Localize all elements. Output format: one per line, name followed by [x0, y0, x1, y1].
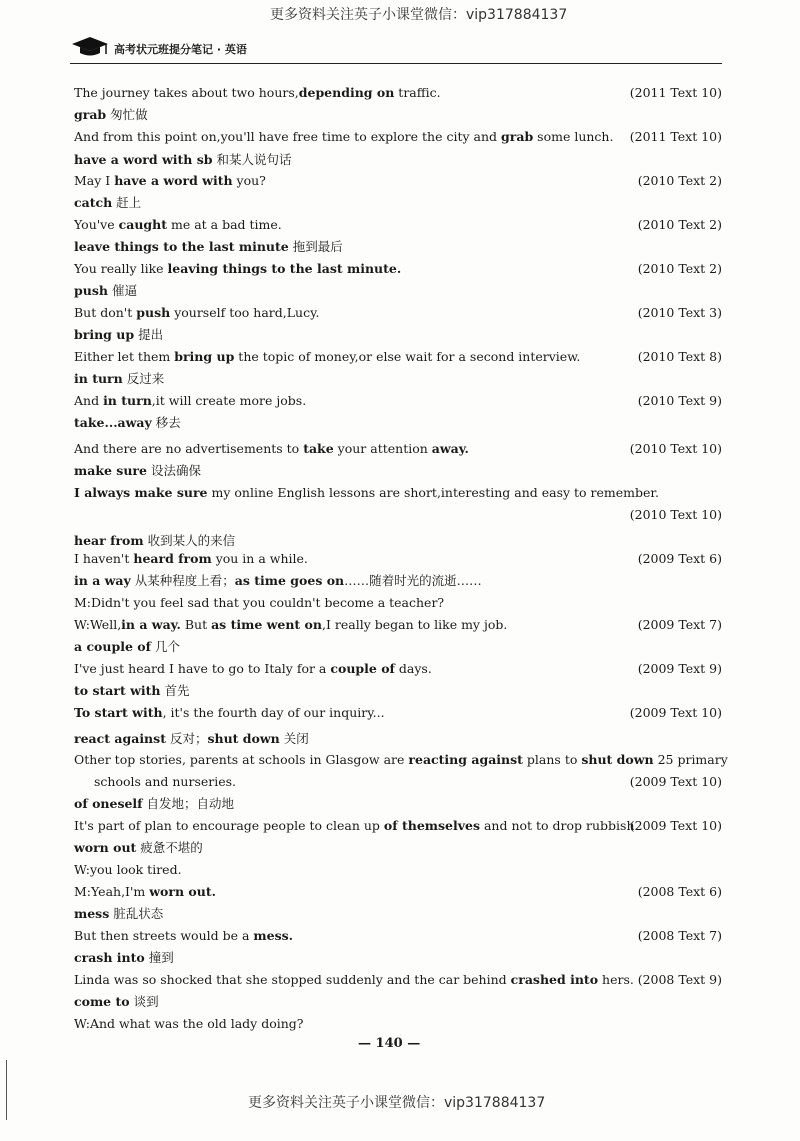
- sentence-segment: the topic of money,or else wait for a second interview.: [234, 349, 581, 364]
- sentence-text: [74, 84, 441, 102]
- sentence-segment: ,I really began to like my job.: [321, 617, 508, 632]
- example-sentence: [74, 172, 722, 190]
- phrase-term: to start with: [74, 683, 161, 698]
- book-title: 高考状元班提分笔记 · 英语: [114, 43, 247, 56]
- sentence-text: [74, 128, 613, 146]
- highlighted-phrase: as time went on: [211, 617, 322, 632]
- phrase-entry: [74, 730, 722, 748]
- phrase-meaning: 从某种程度上看；: [130, 573, 235, 588]
- sentence-text: [74, 927, 293, 945]
- phrase-text: [74, 682, 189, 700]
- highlighted-phrase: in a way.: [121, 617, 181, 632]
- sentence-segment: And from this point on,you'll have free time to explore the city and: [74, 129, 502, 144]
- example-sentence: [74, 616, 722, 634]
- exam-source: (2010 Text 2): [637, 261, 722, 276]
- phrase-meaning: 收到某人的来信: [143, 533, 236, 548]
- phrase-entry: [74, 194, 722, 212]
- highlighted-phrase: leaving things to the last minute.: [167, 261, 402, 276]
- phrase-text: [74, 730, 309, 748]
- sentence-segment: me at a bad time.: [167, 217, 282, 232]
- example-sentence: [74, 216, 722, 234]
- phrase-text: [74, 238, 343, 256]
- sentence-segment: schools and nurseries.: [94, 774, 237, 789]
- highlighted-phrase: caught: [118, 217, 168, 232]
- sentence-text: [74, 260, 401, 278]
- phrase-text: [74, 572, 482, 590]
- sentence-text: [74, 751, 728, 769]
- sentence-segment: It's part of plan to encourage people to clean up: [74, 818, 384, 833]
- highlighted-phrase: take: [303, 441, 334, 456]
- sentence-text: [74, 861, 182, 879]
- phrase-meaning: 移去: [151, 415, 181, 430]
- exam-source: (2010 Text 2): [637, 173, 722, 188]
- phrase-entry: [74, 151, 722, 169]
- graduation-cap-icon: [70, 34, 110, 58]
- sentence-segment: M:Yeah,I'm: [74, 884, 150, 899]
- exam-source: (2010 Text 2): [637, 217, 722, 232]
- sentence-text: [74, 392, 306, 410]
- phrase-meaning: 首先: [160, 683, 190, 698]
- phrase-entry: [74, 532, 722, 550]
- sentence-segment: May I: [74, 173, 115, 188]
- exam-source: (2011 Text 10): [629, 85, 722, 100]
- watermark-bottom: 更多资料关注英子小课堂微信：vip317884137: [248, 1095, 546, 1111]
- sentence-segment: traffic.: [394, 85, 441, 100]
- phrase-meaning: 反过来: [122, 371, 165, 386]
- sentence-segment: your attention: [333, 441, 432, 456]
- phrase-text: [74, 282, 137, 300]
- phrase-term: push: [74, 283, 108, 298]
- example-sentence: [74, 971, 722, 989]
- example-sentence: [74, 260, 722, 278]
- sentence-text: [74, 348, 580, 366]
- exam-source: (2008 Text 7): [637, 928, 722, 943]
- sentence-segment: You really like: [74, 261, 168, 276]
- phrase-text: [74, 414, 181, 432]
- phrase-term: a couple of: [74, 639, 151, 654]
- sentence-segment: 25 primary: [653, 752, 728, 767]
- phrase-entry: [74, 370, 722, 388]
- example-sentence: [74, 128, 722, 146]
- phrase-entry: [74, 414, 722, 432]
- sentence-segment: But: [180, 617, 212, 632]
- sentence-segment: my online English lessons are short,interesting and easy to remember.: [207, 485, 659, 500]
- highlighted-phrase: shut down: [581, 752, 654, 767]
- example-sentence: [74, 1015, 722, 1033]
- header-rule: [70, 63, 722, 64]
- sentence-text: [74, 550, 308, 568]
- phrase-term: hear from: [74, 533, 144, 548]
- phrase-term: react against: [74, 731, 166, 746]
- phrase-entry: [74, 993, 722, 1011]
- highlighted-phrase: bring up: [174, 349, 235, 364]
- phrase-text: [74, 905, 163, 923]
- phrase-meaning: 关闭: [279, 731, 309, 746]
- exam-source: (2009 Text 10): [629, 705, 722, 720]
- exam-source: (2009 Text 10): [629, 818, 722, 833]
- phrase-text: [74, 326, 163, 344]
- phrase-entry: [74, 462, 722, 480]
- phrase-text: [74, 194, 141, 212]
- sentence-segment: But don't: [74, 305, 137, 320]
- sentence-segment: I've just heard I have to go to Italy for a: [74, 661, 331, 676]
- phrase-term: make sure: [74, 463, 147, 478]
- phrase-meaning: 自发地；自动地: [142, 796, 235, 811]
- exam-source: (2009 Text 10): [629, 774, 722, 789]
- sentence-text: [74, 817, 639, 835]
- phrase-meaning: 设法确保: [146, 463, 201, 478]
- phrase-meaning: ……随着时光的流逝……: [344, 573, 482, 588]
- highlighted-phrase: depending on: [298, 85, 395, 100]
- highlighted-phrase: I always make sure: [74, 485, 208, 500]
- phrase-meaning: 提出: [134, 327, 164, 342]
- highlighted-phrase: crashed into: [510, 972, 599, 987]
- sentence-text: [74, 704, 385, 722]
- example-sentence: [74, 484, 722, 502]
- phrase-text: [74, 106, 148, 124]
- phrase-entry: [74, 638, 722, 656]
- example-sentence: [74, 773, 722, 791]
- phrase-term: of oneself: [74, 796, 143, 811]
- exam-source: (2009 Text 7): [637, 617, 722, 632]
- example-sentence: [74, 392, 722, 410]
- phrase-term: take...away: [74, 415, 152, 430]
- example-sentence: [74, 817, 722, 835]
- phrase-entry: [74, 839, 722, 857]
- phrase-term: as time goes on: [234, 573, 345, 588]
- phrase-meaning: 脏乱状态: [109, 906, 164, 921]
- sentence-segment: You've: [74, 217, 119, 232]
- sentence-segment: I haven't: [74, 551, 134, 566]
- phrase-term: come to: [74, 994, 130, 1009]
- example-sentence: [74, 84, 722, 102]
- sentence-segment: Either let them: [74, 349, 175, 364]
- highlighted-phrase: reacting against: [408, 752, 523, 767]
- phrase-entry: [74, 282, 722, 300]
- phrase-term: catch: [74, 195, 113, 210]
- exam-source: (2010 Text 9): [637, 393, 722, 408]
- phrase-term: in a way: [74, 573, 131, 588]
- sentence-segment: W:And what was the old lady doing?: [74, 1016, 304, 1031]
- running-header: [70, 34, 470, 58]
- sentence-segment: hers.: [598, 972, 634, 987]
- sentence-segment: And there are no advertisements to: [74, 441, 304, 456]
- sentence-text: [74, 883, 216, 901]
- sentence-text: [74, 1015, 303, 1033]
- sentence-segment: The journey takes about two hours,: [74, 85, 299, 100]
- sentence-text: [74, 660, 432, 678]
- phrase-entry: [74, 106, 722, 124]
- exam-source: (2011 Text 10): [629, 129, 722, 144]
- sentence-text: [94, 773, 236, 791]
- highlighted-phrase: push: [136, 305, 171, 320]
- phrase-entry: [74, 572, 722, 590]
- sentence-text: [74, 304, 319, 322]
- sentence-segment: W:you look tired.: [74, 862, 182, 877]
- phrase-entry: [74, 905, 722, 923]
- phrase-term: crash into: [74, 950, 145, 965]
- exam-source: (2008 Text 9): [637, 972, 722, 987]
- example-sentence: [74, 861, 722, 879]
- sentence-text: [74, 216, 282, 234]
- highlighted-phrase: have a word with: [114, 173, 233, 188]
- exam-source: (2008 Text 6): [637, 884, 722, 899]
- exam-source: (2010 Text 8): [637, 349, 722, 364]
- phrase-text: [74, 949, 174, 967]
- source-line: [74, 506, 722, 524]
- phrase-entry: [74, 682, 722, 700]
- phrase-text: [74, 795, 234, 813]
- sentence-segment: you in a while.: [211, 551, 308, 566]
- highlighted-phrase: To start with: [74, 705, 163, 720]
- sentence-segment: But then streets would be a: [74, 928, 254, 943]
- example-sentence: [74, 440, 722, 458]
- sentence-segment: yourself too hard,Lucy.: [170, 305, 320, 320]
- phrase-entry: [74, 326, 722, 344]
- sentence-segment: Other top stories, parents at schools in Glasgow are: [74, 752, 409, 767]
- phrase-meaning: 几个: [151, 639, 180, 654]
- highlighted-phrase: grab: [501, 129, 534, 144]
- phrase-meaning: 拖到最后: [288, 239, 343, 254]
- exam-source: (2010 Text 10): [629, 441, 722, 456]
- phrase-meaning: 疲惫不堪的: [136, 840, 203, 855]
- phrase-meaning: 催逼: [107, 283, 137, 298]
- phrase-meaning: 匆忙做: [106, 107, 148, 122]
- example-sentence: [74, 660, 722, 678]
- phrase-meaning: 谈到: [129, 994, 159, 1009]
- page-number: — 140 —: [358, 1036, 421, 1051]
- phrase-term: in turn: [74, 371, 123, 386]
- example-sentence: [74, 927, 722, 945]
- sentence-text: [74, 616, 507, 634]
- example-sentence: [74, 348, 722, 366]
- sentence-text: [74, 440, 469, 458]
- example-sentence: [74, 704, 722, 722]
- sentence-text: [74, 172, 266, 190]
- sentence-segment: you?: [232, 173, 266, 188]
- sentence-segment: and not to drop rubbish.: [480, 818, 639, 833]
- highlighted-phrase: of themselves: [383, 818, 480, 833]
- sentence-text: [74, 484, 659, 502]
- phrase-text: [74, 370, 164, 388]
- phrase-text: [74, 462, 201, 480]
- example-sentence: [74, 550, 722, 568]
- phrase-meaning: 撞到: [144, 950, 174, 965]
- exam-source: (2009 Text 9): [637, 661, 722, 676]
- highlighted-phrase: heard from: [133, 551, 212, 566]
- sentence-text: [74, 594, 444, 612]
- highlighted-phrase: mess.: [253, 928, 294, 943]
- exam-source: (2009 Text 6): [637, 551, 722, 566]
- example-sentence: [74, 751, 728, 769]
- sentence-segment: And: [74, 393, 104, 408]
- phrase-term: shut down: [207, 731, 280, 746]
- phrase-term: have a word with sb: [74, 152, 213, 167]
- phrase-meaning: 和某人说句话: [212, 152, 292, 167]
- sentence-segment: ,it will create more jobs.: [151, 393, 307, 408]
- phrase-text: [74, 993, 159, 1011]
- phrase-text: [74, 839, 203, 857]
- sentence-segment: some lunch.: [533, 129, 614, 144]
- highlighted-phrase: in turn: [103, 393, 152, 408]
- phrase-term: leave things to the last minute: [74, 239, 289, 254]
- example-sentence: [74, 304, 722, 322]
- margin-mark: [6, 1060, 7, 1120]
- phrase-term: mess: [74, 906, 110, 921]
- phrase-meaning: 反对；: [165, 731, 208, 746]
- highlighted-phrase: away.: [431, 441, 469, 456]
- example-sentence: [74, 594, 722, 612]
- phrase-entry: [74, 795, 722, 813]
- exam-source: (2010 Text 3): [637, 305, 722, 320]
- highlighted-phrase: worn out.: [149, 884, 216, 899]
- sentence-segment: M:Didn't you feel sad that you couldn't become a teacher?: [74, 595, 445, 610]
- sentence-text: [74, 971, 634, 989]
- phrase-text: [74, 532, 235, 550]
- sentence-segment: plans to: [522, 752, 582, 767]
- sentence-segment: days.: [394, 661, 432, 676]
- sentence-segment: W:Well,: [74, 617, 122, 632]
- sentence-segment: Linda was so shocked that she stopped suddenly and the car behind: [74, 972, 511, 987]
- phrase-term: worn out: [74, 840, 137, 855]
- phrase-meaning: 赶上: [112, 195, 142, 210]
- phrase-text: [74, 151, 291, 169]
- phrase-entry: [74, 238, 722, 256]
- sentence-segment: , it's the fourth day of our inquiry...: [162, 705, 385, 720]
- phrase-term: bring up: [74, 327, 135, 342]
- example-sentence: [74, 883, 722, 901]
- watermark-top: 更多资料关注英子小课堂微信：vip317884137: [270, 7, 568, 23]
- exam-source: (2010 Text 10): [629, 507, 722, 522]
- phrase-text: [74, 638, 180, 656]
- highlighted-phrase: couple of: [330, 661, 395, 676]
- phrase-entry: [74, 949, 722, 967]
- phrase-term: grab: [74, 107, 107, 122]
